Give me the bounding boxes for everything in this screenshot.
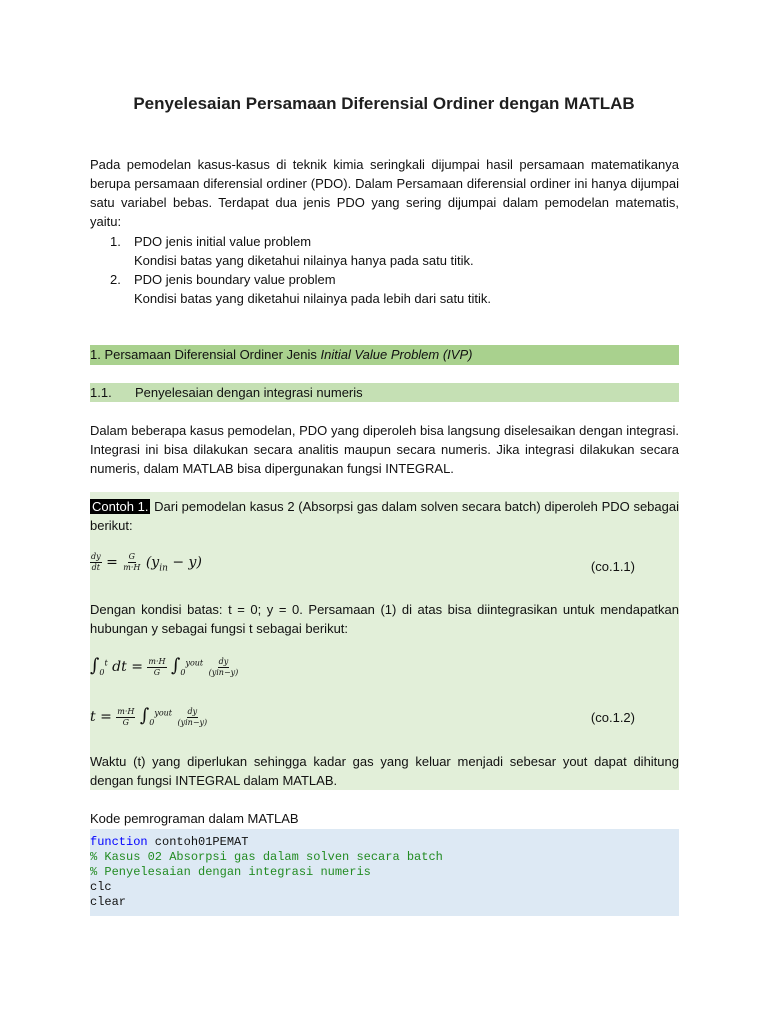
code-block xyxy=(90,829,679,916)
section-heading-1: 1. Persamaan Diferensial Ordiner Jenis Initial Value Problem (IVP) xyxy=(90,345,679,365)
section-heading-1-1 xyxy=(90,383,679,402)
list-number: 1. xyxy=(110,234,121,249)
equation-integral: $\int_0^t$ dt = $\frac{m\cdot H}{G}$ $\int_0^{yout}$ $\frac{dy}{\text{(yin−y)}}$ xyxy=(90,655,239,677)
equation-co-1-2: t = $\frac{m\cdot H}{G}$ $\int_0^{yout}$ $\frac{dy}{\text{(yin−y)}}$ xyxy=(90,705,208,727)
example-intro: Contoh 1. Dari pemodelan kasus 2 (Absorpsi gas dalam solven secara batch) diperoleh PDO sebagai berikut: xyxy=(90,499,679,533)
code-line: clc xyxy=(90,880,112,894)
list-item-title: PDO jenis boundary value problem xyxy=(134,272,336,287)
list-item-title: PDO jenis initial value problem xyxy=(134,234,312,249)
code-line: % Kasus 02 Absorpsi gas dalam solven secara batch xyxy=(90,850,443,864)
boundary-condition-text: Dengan kondisi batas: t = 0; y = 0. Persamaan (1) di atas bisa diintegrasikan untuk mendapatkan hubungan y sebagai fungsi t sebagai berikut: xyxy=(90,602,679,636)
list-item xyxy=(90,232,679,270)
code-line: % Penyelesaian dengan integrasi numeris xyxy=(90,865,371,879)
equation-label-1: (co.1.1) xyxy=(590,559,635,574)
page-title: Penyelesaian Persamaan Diferensial Ordiner dengan MATLAB xyxy=(133,94,635,113)
list-item-desc: Kondisi batas yang diketahui nilainya pada lebih dari satu titik. xyxy=(134,291,492,306)
pdo-type-list xyxy=(90,232,679,308)
list-number: 2. xyxy=(110,272,121,287)
equation-label-2: (co.1.2) xyxy=(590,710,635,725)
section-number: 1.1. xyxy=(90,385,112,400)
example-box xyxy=(90,492,679,790)
code-line: clear xyxy=(90,895,127,909)
equation-co-1-1: $\frac{dy}{dt}$ = $\frac{G}{m\cdot H}$ $(y_{in} - y)$ xyxy=(91,552,202,574)
list-item xyxy=(90,270,679,308)
closing-text: Waktu (t) yang diperlukan sehingga kadar gas yang keluar menjadi sebesar yout dapat dihitung dengan fungsi INTEGRAL dalam MATLAB. xyxy=(90,754,679,788)
example-tag: Contoh 1. xyxy=(92,499,149,514)
intro-paragraph: Pada pemodelan kasus-kasus di teknik kimia seringkali dijumpai hasil persamaan matematikanya berupa persamaan diferensial ordiner (PDO). Dalam Persamaan diferensial ordiner ini hanya dijumpai satu variabel bebas. Terdapat dua jenis PDO yang sering dijumpai dalam pemodelan matematis, yaitu: xyxy=(90,157,679,229)
code-line: function contoh01PEMAT xyxy=(90,835,249,849)
section-label: Penyelesaian dengan integrasi numeris xyxy=(135,385,363,400)
integration-paragraph: Dalam beberapa kasus pemodelan, PDO yang diperoleh bisa langsung diselesaikan dengan integrasi. Integrasi ini bisa dilakukan secara analitis maupun secara numeris. Jika integrasi dilakukan secara numeris, dalam MATLAB bisa dipergunakan fungsi INTEGRAL. xyxy=(90,423,679,476)
list-item-desc: Kondisi batas yang diketahui nilainya hanya pada satu titik. xyxy=(134,253,474,268)
code-intro: Kode pemrograman dalam MATLAB xyxy=(90,811,299,826)
